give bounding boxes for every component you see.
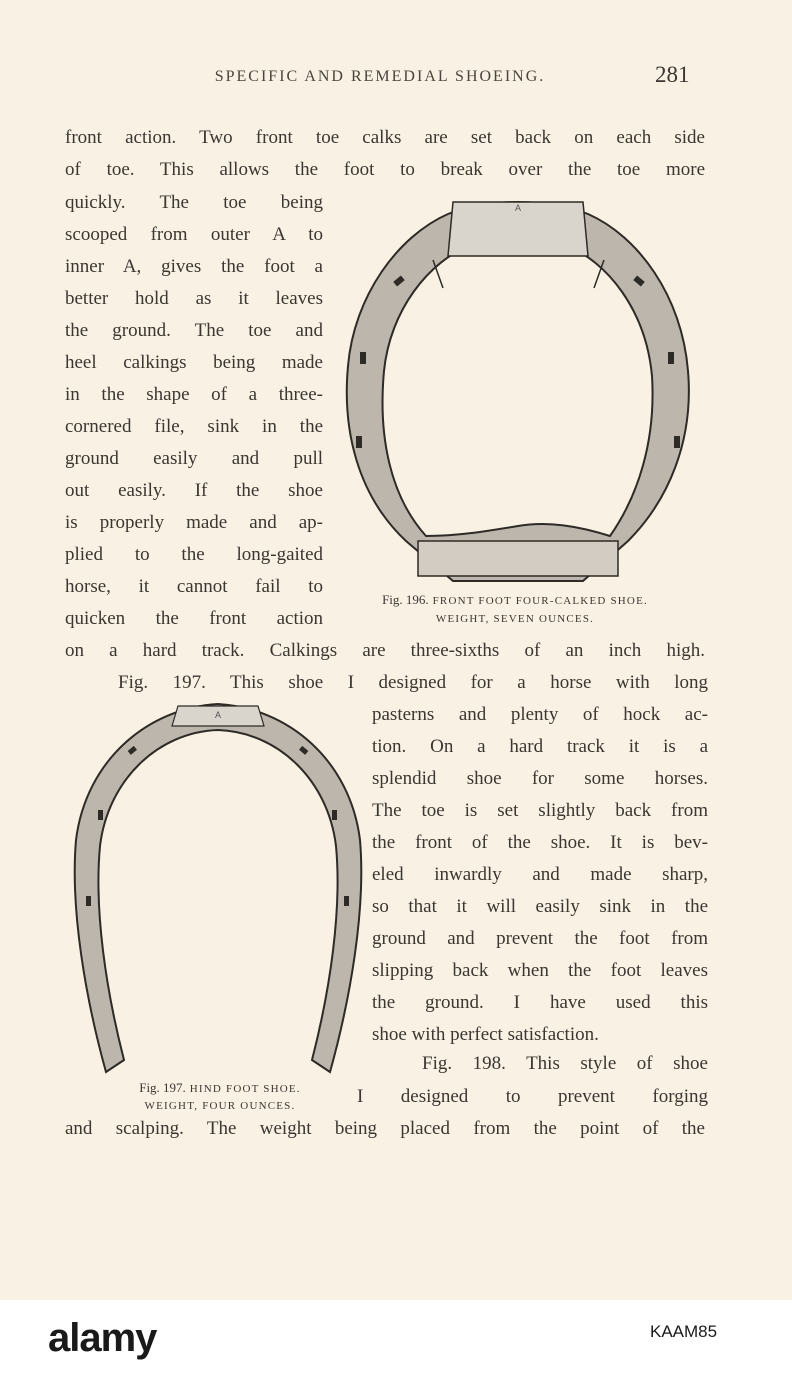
fig196-caption (342, 592, 688, 608)
running-head: SPECIFIC AND REMEDIAL SHOEING. (214, 68, 546, 85)
text-line: of toe. This allows the foot to break over the toe more (65, 159, 705, 180)
text-line: and scalping. The weight being placed from the point of the (65, 1118, 705, 1139)
text-line: quickly. The toe being (65, 192, 323, 213)
stock-id: KAAM85 (650, 1322, 718, 1341)
page-number: 281 (655, 62, 690, 87)
text-line: on a hard track. Calkings are three-sixths of an inch high. (65, 640, 705, 661)
fig196-toe-label: A (514, 203, 522, 213)
fig197-caption-line1: HIND FOOT SHOE. (189, 1083, 301, 1095)
text-line: horse, it cannot fail to (65, 576, 323, 597)
text-line: slipping back when the foot leaves (372, 960, 708, 981)
text-line: is properly made and ap- (65, 512, 323, 533)
text-line: pasterns and plenty of hock ac- (372, 704, 708, 725)
fig196-caption-line2: WEIGHT, SEVEN OUNCES. (435, 613, 595, 625)
text-line: in the shape of a three- (65, 384, 323, 405)
text-line: The toe is set slightly back from (372, 800, 708, 821)
fig196-prefix: Fig. 196. (382, 592, 429, 607)
fig196-caption-line1: FRONT FOOT FOUR-CALKED SHOE. (432, 595, 648, 607)
text-line: the ground. I have used this (372, 992, 708, 1013)
brand-logo: alamy (48, 1316, 157, 1360)
text-line: ground easily and pull (65, 448, 323, 469)
text-line: ground and prevent the foot from (372, 928, 708, 949)
text-line: inner A, gives the foot a (65, 256, 323, 277)
fig197-toe-label: A (214, 710, 222, 720)
text-line: eled inwardly and made sharp, (372, 864, 708, 885)
text-line: the ground. The toe and (65, 320, 323, 341)
text-line: the front of the shoe. It is bev- (372, 832, 708, 853)
text-line: cornered file, sink in the (65, 416, 323, 437)
text-line: tion. On a hard track it is a (372, 736, 708, 757)
text-line: scooped from outer A to (65, 224, 323, 245)
fig197-horseshoe-illustration (68, 700, 368, 1080)
text-line: out easily. If the shoe (65, 480, 323, 501)
text-line: heel calkings being made (65, 352, 323, 373)
text-line: shoe with perfect satisfaction. (372, 1024, 599, 1045)
text-line: I designed to prevent forging (357, 1086, 708, 1107)
text-line: Fig. 198. This style of shoe (422, 1053, 708, 1074)
text-line: quicken the front action (65, 608, 323, 629)
text-line: front action. Two front toe calks are set back on each side (65, 127, 705, 148)
fig197-caption-line2: WEIGHT, FOUR OUNCES. (144, 1100, 296, 1112)
text-line: plied to the long-gaited (65, 544, 323, 565)
text-line: so that it will easily sink in the (372, 896, 708, 917)
text-line: splendid shoe for some horses. (372, 768, 708, 789)
fig197-caption (100, 1080, 340, 1096)
text-line: Fig. 197. This shoe I designed for a horse with long (118, 672, 708, 693)
fig196-horseshoe-illustration (338, 196, 698, 591)
fig197-prefix: Fig. 197. (139, 1080, 186, 1095)
text-line: better hold as it leaves (65, 288, 323, 309)
